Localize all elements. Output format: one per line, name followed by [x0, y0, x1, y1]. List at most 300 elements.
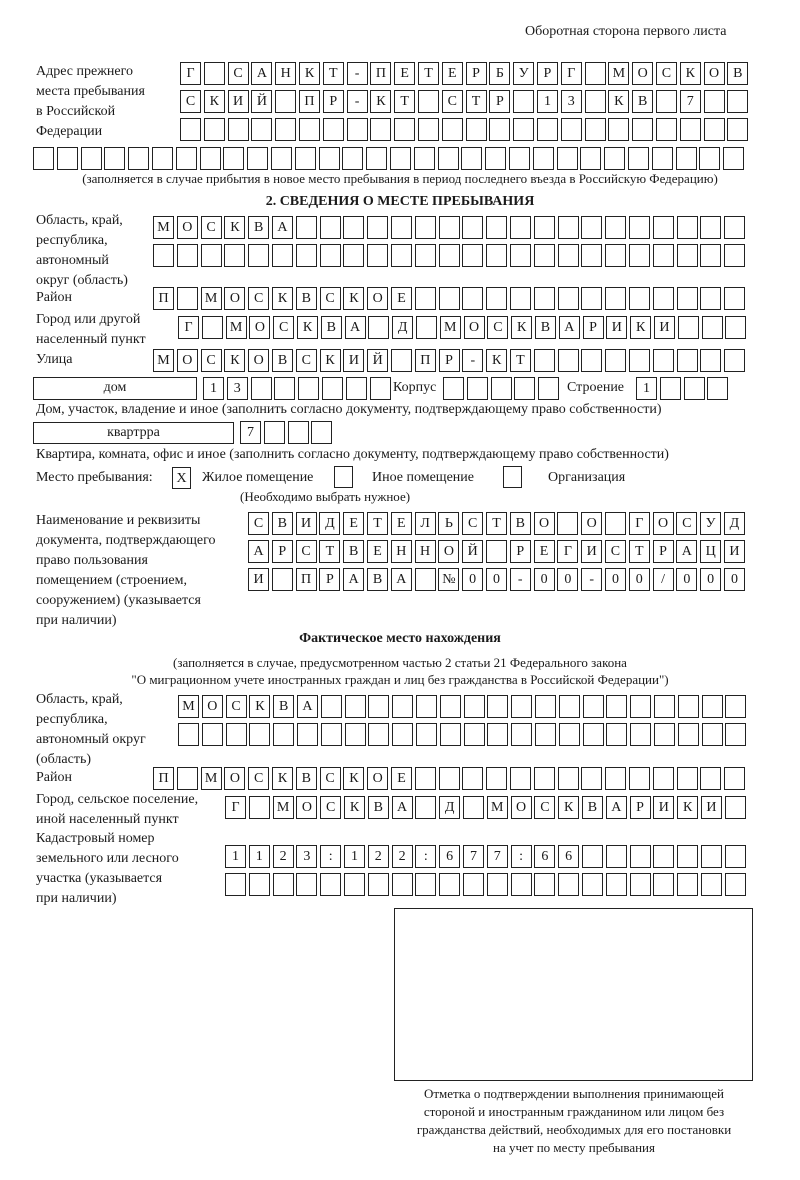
- char-cell[interactable]: [463, 796, 484, 819]
- char-cell[interactable]: [534, 216, 555, 239]
- document-row-3[interactable]: [248, 568, 748, 591]
- char-cell[interactable]: [418, 118, 439, 141]
- house-type-field[interactable]: дом: [33, 377, 197, 400]
- char-cell[interactable]: О: [248, 349, 269, 372]
- char-cell[interactable]: Е: [391, 287, 412, 310]
- char-cell[interactable]: К: [343, 287, 364, 310]
- char-cell[interactable]: [487, 695, 508, 718]
- char-cell[interactable]: [606, 723, 627, 746]
- char-cell[interactable]: [271, 147, 292, 170]
- char-cell[interactable]: И: [724, 540, 745, 563]
- char-cell[interactable]: [296, 244, 317, 267]
- char-cell[interactable]: [654, 695, 675, 718]
- char-cell[interactable]: [345, 695, 366, 718]
- char-cell[interactable]: [370, 118, 391, 141]
- char-cell[interactable]: П: [296, 568, 317, 591]
- char-cell[interactable]: [153, 244, 174, 267]
- char-cell[interactable]: [415, 767, 436, 790]
- char-cell[interactable]: Р: [323, 90, 344, 113]
- residential-checkbox[interactable]: X: [172, 467, 191, 489]
- char-cell[interactable]: Т: [629, 540, 650, 563]
- char-cell[interactable]: 1: [537, 90, 558, 113]
- char-cell[interactable]: [462, 244, 483, 267]
- char-cell[interactable]: [581, 216, 602, 239]
- char-cell[interactable]: [392, 873, 413, 896]
- char-cell[interactable]: Е: [442, 62, 463, 85]
- char-cell[interactable]: [462, 287, 483, 310]
- char-cell[interactable]: А: [606, 796, 627, 819]
- char-cell[interactable]: О: [438, 540, 459, 563]
- char-cell[interactable]: [33, 147, 54, 170]
- char-cell[interactable]: О: [464, 316, 485, 339]
- char-cell[interactable]: [295, 147, 316, 170]
- char-cell[interactable]: [416, 695, 437, 718]
- char-cell[interactable]: [558, 767, 579, 790]
- char-cell[interactable]: С: [296, 349, 317, 372]
- char-cell[interactable]: [559, 723, 580, 746]
- char-cell[interactable]: [700, 349, 721, 372]
- char-cell[interactable]: [558, 287, 579, 310]
- char-cell[interactable]: [511, 695, 532, 718]
- char-cell[interactable]: О: [296, 796, 317, 819]
- char-cell[interactable]: [700, 216, 721, 239]
- char-cell[interactable]: [486, 216, 507, 239]
- char-cell[interactable]: Р: [653, 540, 674, 563]
- char-cell[interactable]: [630, 845, 651, 868]
- char-cell[interactable]: /: [653, 568, 674, 591]
- char-cell[interactable]: [439, 873, 460, 896]
- char-cell[interactable]: [225, 873, 246, 896]
- char-cell[interactable]: [368, 873, 389, 896]
- char-cell[interactable]: [461, 147, 482, 170]
- char-cell[interactable]: 0: [534, 568, 555, 591]
- char-cell[interactable]: Д: [392, 316, 413, 339]
- char-cell[interactable]: И: [653, 796, 674, 819]
- char-cell[interactable]: :: [320, 845, 341, 868]
- char-cell[interactable]: С: [180, 90, 201, 113]
- char-cell[interactable]: [249, 796, 270, 819]
- char-cell[interactable]: [416, 723, 437, 746]
- char-cell[interactable]: [343, 216, 364, 239]
- char-cell[interactable]: [702, 316, 723, 339]
- char-cell[interactable]: А: [559, 316, 580, 339]
- char-cell[interactable]: [392, 723, 413, 746]
- char-cell[interactable]: П: [299, 90, 320, 113]
- char-cell[interactable]: [605, 349, 626, 372]
- char-cell[interactable]: [510, 287, 531, 310]
- char-cell[interactable]: М: [273, 796, 294, 819]
- char-cell[interactable]: [416, 316, 437, 339]
- actual-district-row[interactable]: [153, 767, 748, 790]
- char-cell[interactable]: К: [680, 62, 701, 85]
- char-cell[interactable]: [57, 147, 78, 170]
- char-cell[interactable]: [513, 90, 534, 113]
- char-cell[interactable]: О: [632, 62, 653, 85]
- char-cell[interactable]: Л: [415, 512, 436, 535]
- korpus-cells[interactable]: [443, 377, 562, 400]
- previous-address-row-2[interactable]: [180, 90, 751, 113]
- char-cell[interactable]: [514, 377, 535, 400]
- char-cell[interactable]: [177, 244, 198, 267]
- char-cell[interactable]: С: [248, 767, 269, 790]
- char-cell[interactable]: [200, 147, 221, 170]
- char-cell[interactable]: [272, 244, 293, 267]
- document-row-2[interactable]: [248, 540, 748, 563]
- char-cell[interactable]: [677, 349, 698, 372]
- char-cell[interactable]: [298, 377, 319, 400]
- char-cell[interactable]: [704, 90, 725, 113]
- char-cell[interactable]: О: [177, 349, 198, 372]
- char-cell[interactable]: [583, 695, 604, 718]
- char-cell[interactable]: К: [677, 796, 698, 819]
- building-cells[interactable]: [636, 377, 731, 400]
- char-cell[interactable]: 3: [561, 90, 582, 113]
- char-cell[interactable]: [247, 147, 268, 170]
- char-cell[interactable]: [344, 873, 365, 896]
- city-row[interactable]: [178, 316, 749, 339]
- char-cell[interactable]: [606, 845, 627, 868]
- char-cell[interactable]: [439, 216, 460, 239]
- char-cell[interactable]: М: [440, 316, 461, 339]
- organization-checkbox[interactable]: [503, 466, 522, 488]
- char-cell[interactable]: [582, 873, 603, 896]
- char-cell[interactable]: [366, 147, 387, 170]
- char-cell[interactable]: В: [582, 796, 603, 819]
- char-cell[interactable]: 0: [486, 568, 507, 591]
- char-cell[interactable]: С: [462, 512, 483, 535]
- char-cell[interactable]: Ц: [700, 540, 721, 563]
- char-cell[interactable]: [628, 147, 649, 170]
- char-cell[interactable]: [723, 147, 744, 170]
- char-cell[interactable]: [320, 244, 341, 267]
- char-cell[interactable]: [533, 147, 554, 170]
- char-cell[interactable]: [486, 244, 507, 267]
- char-cell[interactable]: [391, 349, 412, 372]
- char-cell[interactable]: [653, 767, 674, 790]
- char-cell[interactable]: Р: [537, 62, 558, 85]
- char-cell[interactable]: О: [704, 62, 725, 85]
- char-cell[interactable]: 7: [463, 845, 484, 868]
- char-cell[interactable]: [248, 244, 269, 267]
- char-cell[interactable]: М: [226, 316, 247, 339]
- char-cell[interactable]: 1: [203, 377, 224, 400]
- char-cell[interactable]: [724, 216, 745, 239]
- char-cell[interactable]: [559, 695, 580, 718]
- char-cell[interactable]: [415, 568, 436, 591]
- char-cell[interactable]: К: [299, 62, 320, 85]
- char-cell[interactable]: [677, 845, 698, 868]
- char-cell[interactable]: [511, 873, 532, 896]
- char-cell[interactable]: [534, 287, 555, 310]
- char-cell[interactable]: С: [248, 287, 269, 310]
- char-cell[interactable]: [228, 118, 249, 141]
- char-cell[interactable]: 0: [557, 568, 578, 591]
- char-cell[interactable]: -: [510, 568, 531, 591]
- apartment-cells[interactable]: [240, 421, 335, 444]
- char-cell[interactable]: К: [320, 349, 341, 372]
- char-cell[interactable]: [439, 287, 460, 310]
- char-cell[interactable]: [678, 723, 699, 746]
- char-cell[interactable]: [557, 512, 578, 535]
- char-cell[interactable]: В: [632, 90, 653, 113]
- char-cell[interactable]: С: [442, 90, 463, 113]
- char-cell[interactable]: К: [344, 796, 365, 819]
- char-cell[interactable]: [180, 118, 201, 141]
- char-cell[interactable]: [535, 695, 556, 718]
- char-cell[interactable]: Т: [510, 349, 531, 372]
- char-cell[interactable]: В: [272, 349, 293, 372]
- char-cell[interactable]: К: [511, 316, 532, 339]
- char-cell[interactable]: [251, 377, 272, 400]
- char-cell[interactable]: С: [676, 512, 697, 535]
- district-row[interactable]: [153, 287, 748, 310]
- char-cell[interactable]: [680, 118, 701, 141]
- char-cell[interactable]: М: [487, 796, 508, 819]
- char-cell[interactable]: Т: [486, 512, 507, 535]
- char-cell[interactable]: -: [462, 349, 483, 372]
- char-cell[interactable]: П: [370, 62, 391, 85]
- char-cell[interactable]: [346, 377, 367, 400]
- char-cell[interactable]: В: [368, 796, 389, 819]
- char-cell[interactable]: [676, 147, 697, 170]
- char-cell[interactable]: [486, 540, 507, 563]
- char-cell[interactable]: К: [608, 90, 629, 113]
- char-cell[interactable]: Е: [391, 767, 412, 790]
- char-cell[interactable]: 7: [487, 845, 508, 868]
- char-cell[interactable]: [702, 695, 723, 718]
- char-cell[interactable]: К: [558, 796, 579, 819]
- char-cell[interactable]: С: [656, 62, 677, 85]
- char-cell[interactable]: О: [367, 767, 388, 790]
- char-cell[interactable]: [701, 873, 722, 896]
- char-cell[interactable]: [677, 244, 698, 267]
- char-cell[interactable]: Р: [583, 316, 604, 339]
- document-row-1[interactable]: [248, 512, 748, 535]
- char-cell[interactable]: Н: [415, 540, 436, 563]
- char-cell[interactable]: [462, 767, 483, 790]
- previous-address-row-1[interactable]: [180, 62, 751, 85]
- char-cell[interactable]: [608, 118, 629, 141]
- char-cell[interactable]: [202, 723, 223, 746]
- char-cell[interactable]: [510, 244, 531, 267]
- char-cell[interactable]: К: [370, 90, 391, 113]
- char-cell[interactable]: 0: [605, 568, 626, 591]
- char-cell[interactable]: [677, 287, 698, 310]
- char-cell[interactable]: [725, 723, 746, 746]
- char-cell[interactable]: [467, 377, 488, 400]
- char-cell[interactable]: [513, 118, 534, 141]
- char-cell[interactable]: М: [178, 695, 199, 718]
- char-cell[interactable]: [653, 216, 674, 239]
- char-cell[interactable]: Г: [178, 316, 199, 339]
- char-cell[interactable]: [700, 287, 721, 310]
- char-cell[interactable]: О: [202, 695, 223, 718]
- char-cell[interactable]: [275, 118, 296, 141]
- char-cell[interactable]: С: [201, 216, 222, 239]
- char-cell[interactable]: С: [296, 540, 317, 563]
- char-cell[interactable]: [538, 377, 559, 400]
- char-cell[interactable]: [321, 695, 342, 718]
- char-cell[interactable]: [322, 377, 343, 400]
- char-cell[interactable]: [296, 873, 317, 896]
- char-cell[interactable]: [700, 244, 721, 267]
- char-cell[interactable]: 2: [273, 845, 294, 868]
- char-cell[interactable]: [558, 216, 579, 239]
- char-cell[interactable]: 3: [227, 377, 248, 400]
- char-cell[interactable]: [439, 767, 460, 790]
- char-cell[interactable]: О: [534, 512, 555, 535]
- char-cell[interactable]: К: [297, 316, 318, 339]
- char-cell[interactable]: [585, 118, 606, 141]
- char-cell[interactable]: [653, 287, 674, 310]
- char-cell[interactable]: А: [345, 316, 366, 339]
- char-cell[interactable]: [128, 147, 149, 170]
- char-cell[interactable]: [249, 723, 270, 746]
- char-cell[interactable]: [463, 873, 484, 896]
- char-cell[interactable]: [251, 118, 272, 141]
- char-cell[interactable]: У: [513, 62, 534, 85]
- char-cell[interactable]: 2: [392, 845, 413, 868]
- char-cell[interactable]: [418, 90, 439, 113]
- char-cell[interactable]: [654, 723, 675, 746]
- char-cell[interactable]: [414, 147, 435, 170]
- char-cell[interactable]: А: [392, 796, 413, 819]
- char-cell[interactable]: [462, 216, 483, 239]
- char-cell[interactable]: [320, 216, 341, 239]
- char-cell[interactable]: [204, 62, 225, 85]
- char-cell[interactable]: [439, 244, 460, 267]
- char-cell[interactable]: И: [606, 316, 627, 339]
- char-cell[interactable]: К: [486, 349, 507, 372]
- char-cell[interactable]: В: [272, 512, 293, 535]
- char-cell[interactable]: А: [676, 540, 697, 563]
- char-cell[interactable]: [274, 377, 295, 400]
- char-cell[interactable]: К: [224, 216, 245, 239]
- char-cell[interactable]: П: [415, 349, 436, 372]
- char-cell[interactable]: Т: [466, 90, 487, 113]
- char-cell[interactable]: [273, 873, 294, 896]
- char-cell[interactable]: Т: [394, 90, 415, 113]
- char-cell[interactable]: [656, 90, 677, 113]
- char-cell[interactable]: [204, 118, 225, 141]
- char-cell[interactable]: 6: [558, 845, 579, 868]
- char-cell[interactable]: [415, 244, 436, 267]
- char-cell[interactable]: [652, 147, 673, 170]
- char-cell[interactable]: [104, 147, 125, 170]
- char-cell[interactable]: [176, 147, 197, 170]
- char-cell[interactable]: [585, 90, 606, 113]
- char-cell[interactable]: [535, 723, 556, 746]
- char-cell[interactable]: [177, 287, 198, 310]
- char-cell[interactable]: [367, 244, 388, 267]
- char-cell[interactable]: [367, 216, 388, 239]
- actual-region-row-1[interactable]: [178, 695, 749, 718]
- char-cell[interactable]: [275, 90, 296, 113]
- char-cell[interactable]: К: [343, 767, 364, 790]
- char-cell[interactable]: О: [249, 316, 270, 339]
- char-cell[interactable]: [629, 244, 650, 267]
- char-cell[interactable]: Т: [323, 62, 344, 85]
- char-cell[interactable]: [581, 287, 602, 310]
- char-cell[interactable]: [345, 723, 366, 746]
- char-cell[interactable]: С: [534, 796, 555, 819]
- char-cell[interactable]: [392, 695, 413, 718]
- char-cell[interactable]: [223, 147, 244, 170]
- char-cell[interactable]: [724, 767, 745, 790]
- char-cell[interactable]: К: [224, 349, 245, 372]
- char-cell[interactable]: [581, 349, 602, 372]
- char-cell[interactable]: 2: [368, 845, 389, 868]
- char-cell[interactable]: [561, 118, 582, 141]
- char-cell[interactable]: [630, 695, 651, 718]
- char-cell[interactable]: Р: [319, 568, 340, 591]
- char-cell[interactable]: :: [415, 845, 436, 868]
- char-cell[interactable]: [487, 723, 508, 746]
- char-cell[interactable]: [464, 695, 485, 718]
- cadastral-row-1[interactable]: [225, 845, 749, 868]
- char-cell[interactable]: [583, 723, 604, 746]
- char-cell[interactable]: 6: [439, 845, 460, 868]
- char-cell[interactable]: [630, 723, 651, 746]
- char-cell[interactable]: [678, 695, 699, 718]
- char-cell[interactable]: В: [273, 695, 294, 718]
- char-cell[interactable]: Г: [557, 540, 578, 563]
- char-cell[interactable]: Т: [319, 540, 340, 563]
- char-cell[interactable]: 0: [724, 568, 745, 591]
- char-cell[interactable]: [321, 723, 342, 746]
- char-cell[interactable]: [585, 62, 606, 85]
- char-cell[interactable]: [558, 873, 579, 896]
- char-cell[interactable]: [725, 796, 746, 819]
- char-cell[interactable]: И: [248, 568, 269, 591]
- char-cell[interactable]: [677, 873, 698, 896]
- char-cell[interactable]: [724, 349, 745, 372]
- char-cell[interactable]: [725, 316, 746, 339]
- char-cell[interactable]: Е: [391, 512, 412, 535]
- char-cell[interactable]: П: [153, 287, 174, 310]
- cadastral-row-2[interactable]: [225, 873, 749, 896]
- char-cell[interactable]: 0: [676, 568, 697, 591]
- char-cell[interactable]: Г: [225, 796, 246, 819]
- char-cell[interactable]: В: [727, 62, 748, 85]
- char-cell[interactable]: [582, 845, 603, 868]
- char-cell[interactable]: [605, 287, 626, 310]
- char-cell[interactable]: С: [320, 796, 341, 819]
- house-number-cells[interactable]: [203, 377, 393, 400]
- char-cell[interactable]: [391, 244, 412, 267]
- char-cell[interactable]: В: [510, 512, 531, 535]
- char-cell[interactable]: В: [248, 216, 269, 239]
- char-cell[interactable]: С: [273, 316, 294, 339]
- char-cell[interactable]: Б: [489, 62, 510, 85]
- char-cell[interactable]: [558, 244, 579, 267]
- char-cell[interactable]: Е: [394, 62, 415, 85]
- char-cell[interactable]: А: [391, 568, 412, 591]
- char-cell[interactable]: [727, 118, 748, 141]
- char-cell[interactable]: [605, 216, 626, 239]
- char-cell[interactable]: И: [296, 512, 317, 535]
- char-cell[interactable]: [606, 695, 627, 718]
- char-cell[interactable]: [511, 723, 532, 746]
- char-cell[interactable]: [702, 723, 723, 746]
- char-cell[interactable]: С: [320, 767, 341, 790]
- char-cell[interactable]: №: [438, 568, 459, 591]
- char-cell[interactable]: [704, 118, 725, 141]
- char-cell[interactable]: И: [581, 540, 602, 563]
- char-cell[interactable]: Р: [272, 540, 293, 563]
- char-cell[interactable]: И: [228, 90, 249, 113]
- char-cell[interactable]: [249, 873, 270, 896]
